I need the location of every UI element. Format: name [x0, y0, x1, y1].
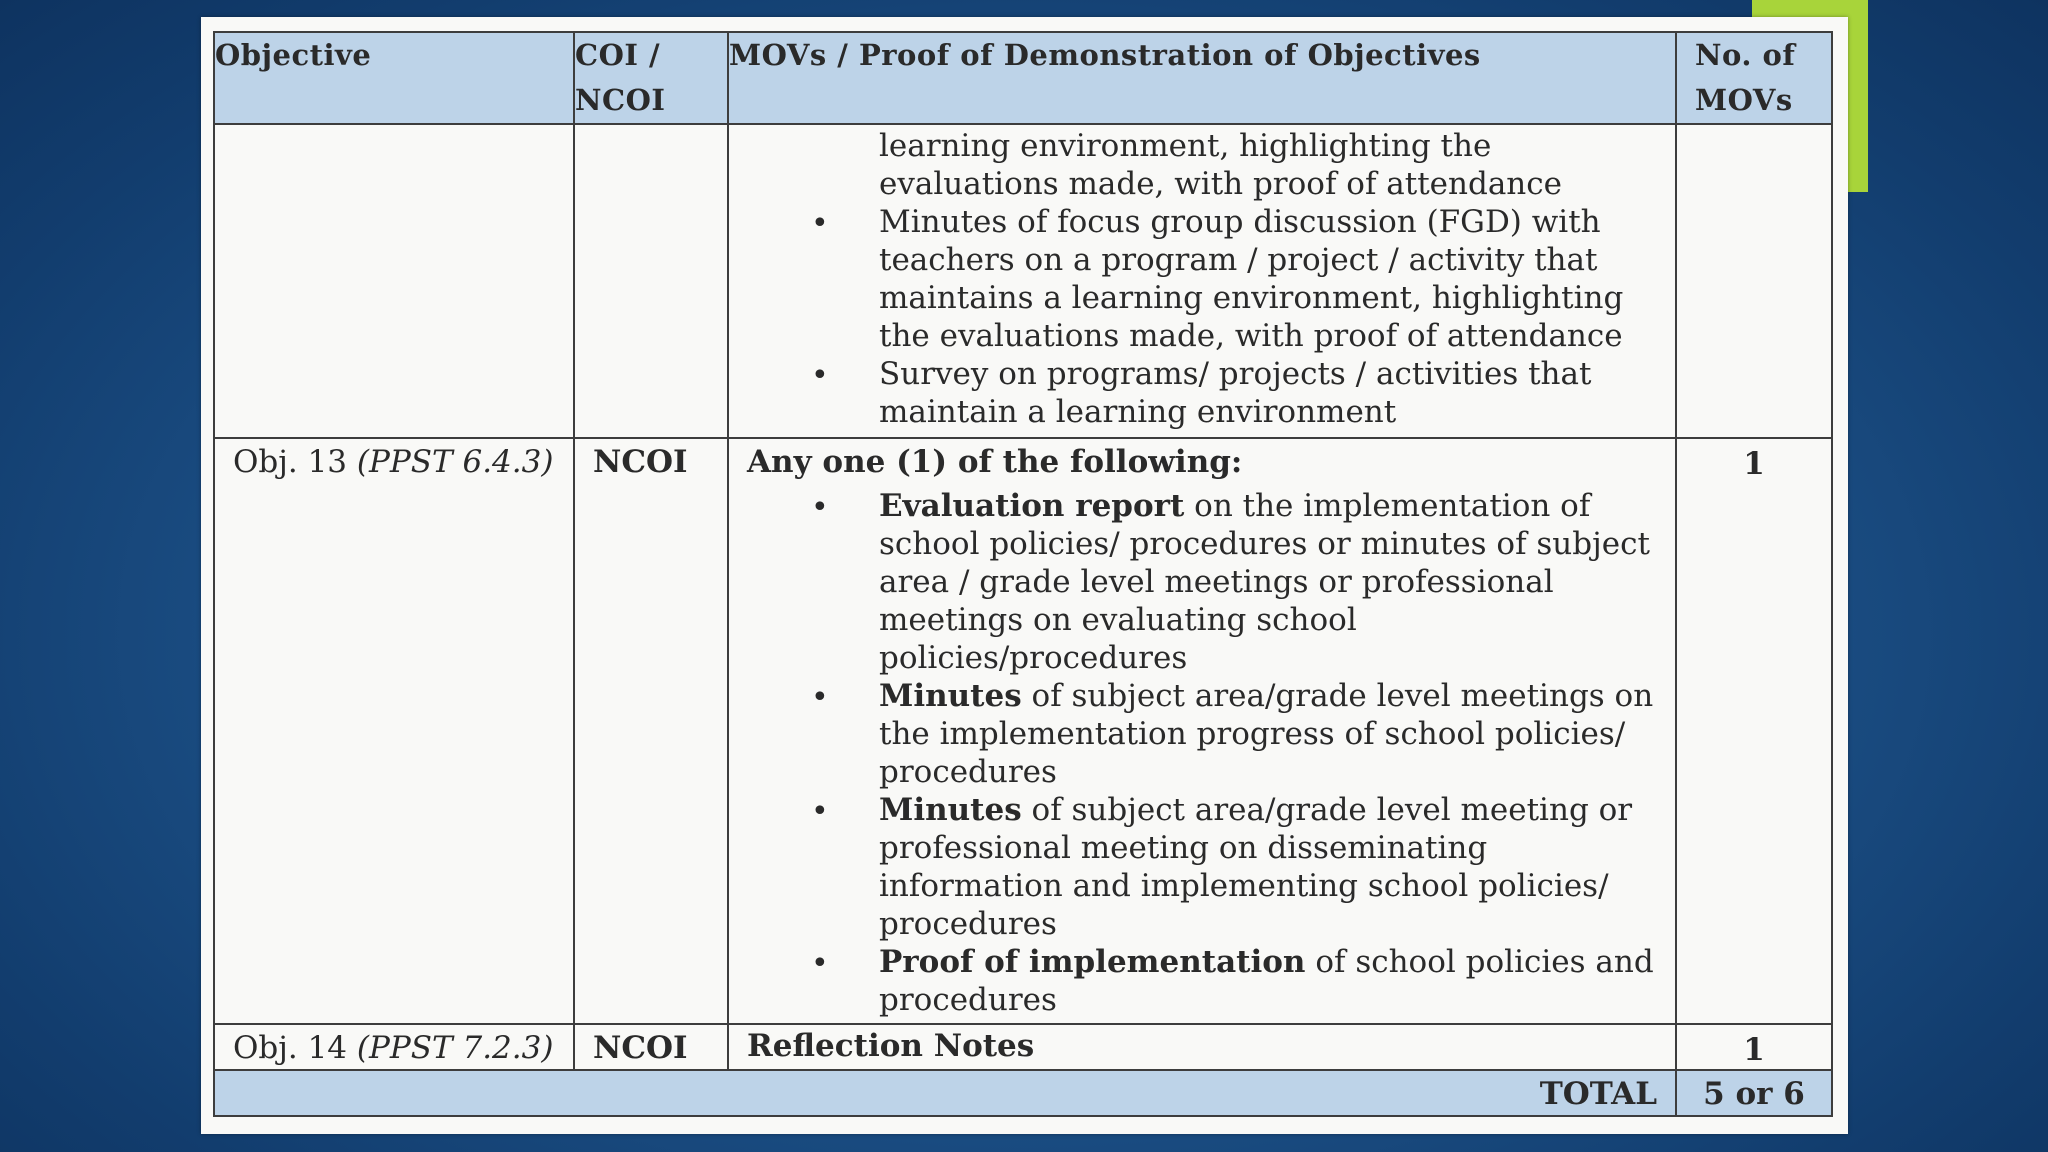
mov-cell: Reflection Notes: [728, 1024, 1676, 1070]
header-objective: Objective: [214, 32, 574, 124]
header-movs: MOVs / Proof of Demonstration of Objectives: [728, 32, 1676, 124]
continuation-bullets: [747, 203, 1657, 431]
coi-cell: NCOI: [574, 1024, 728, 1070]
mov-table: [213, 31, 1833, 1117]
table-header-row: [214, 32, 1832, 124]
total-label: TOTAL: [214, 1070, 1676, 1116]
objective-cell: Obj. 13 (PPST 6.4.3): [214, 438, 574, 1024]
list-item: • Survey on programs/ projects / activities that maintain a learning environment: [811, 356, 1592, 430]
count-cell: 1: [1676, 438, 1832, 1024]
bullet-icon: •: [811, 206, 829, 241]
header-num-movs: No. of MOVs: [1676, 32, 1832, 124]
document-page: [201, 17, 1848, 1134]
mov-lead: Any one (1) of the following:: [747, 444, 1243, 480]
list-item: • Minutes of subject area/grade level meetings on the implementation progress of school policies/ procedures: [811, 678, 1654, 790]
list-item: • Proof of implementation of school policies and procedures: [811, 944, 1654, 1018]
continuation-objective-cell: [214, 124, 574, 438]
bullet-icon: •: [811, 680, 829, 715]
table-row-total: [214, 1070, 1832, 1116]
table-row-obj13: [214, 438, 1832, 1024]
bullet-icon: •: [811, 358, 829, 393]
header-coi: COI / NCOI: [574, 32, 728, 124]
continuation-mov-cell: [728, 124, 1676, 438]
coi-cell: NCOI: [574, 438, 728, 1024]
objective-cell: Obj. 14 (PPST 7.2.3): [214, 1024, 574, 1070]
table-row-obj14: [214, 1024, 1832, 1070]
bullet-icon: •: [811, 794, 829, 829]
mov-cell: [728, 438, 1676, 1024]
carryover-text: learning environment, highlighting the evaluations made, with proof of attendance: [879, 128, 1562, 202]
list-item: • Evaluation report on the implementation of school policies/ procedures or minutes of subject area / grade level meetings or professional meetings on evaluating school policies/procedures: [811, 488, 1650, 676]
list-item: • Minutes of focus group discussion (FGD) with teachers on a program / project / activity that maintains a learning environment, highlighting the evaluations made, with proof of attendance: [811, 204, 1624, 354]
table-row-continuation: [214, 124, 1832, 438]
continuation-count-cell: [1676, 124, 1832, 438]
continuation-coi-cell: [574, 124, 728, 438]
count-cell: 1: [1676, 1024, 1832, 1070]
list-item: • Minutes of subject area/grade level meeting or professional meeting on disseminating information and implementing school policies/ procedures: [811, 792, 1633, 942]
mov-bullets: [747, 487, 1657, 1019]
bullet-icon: •: [811, 946, 829, 981]
total-value: 5 or 6: [1676, 1070, 1832, 1116]
bullet-icon: •: [811, 490, 829, 525]
